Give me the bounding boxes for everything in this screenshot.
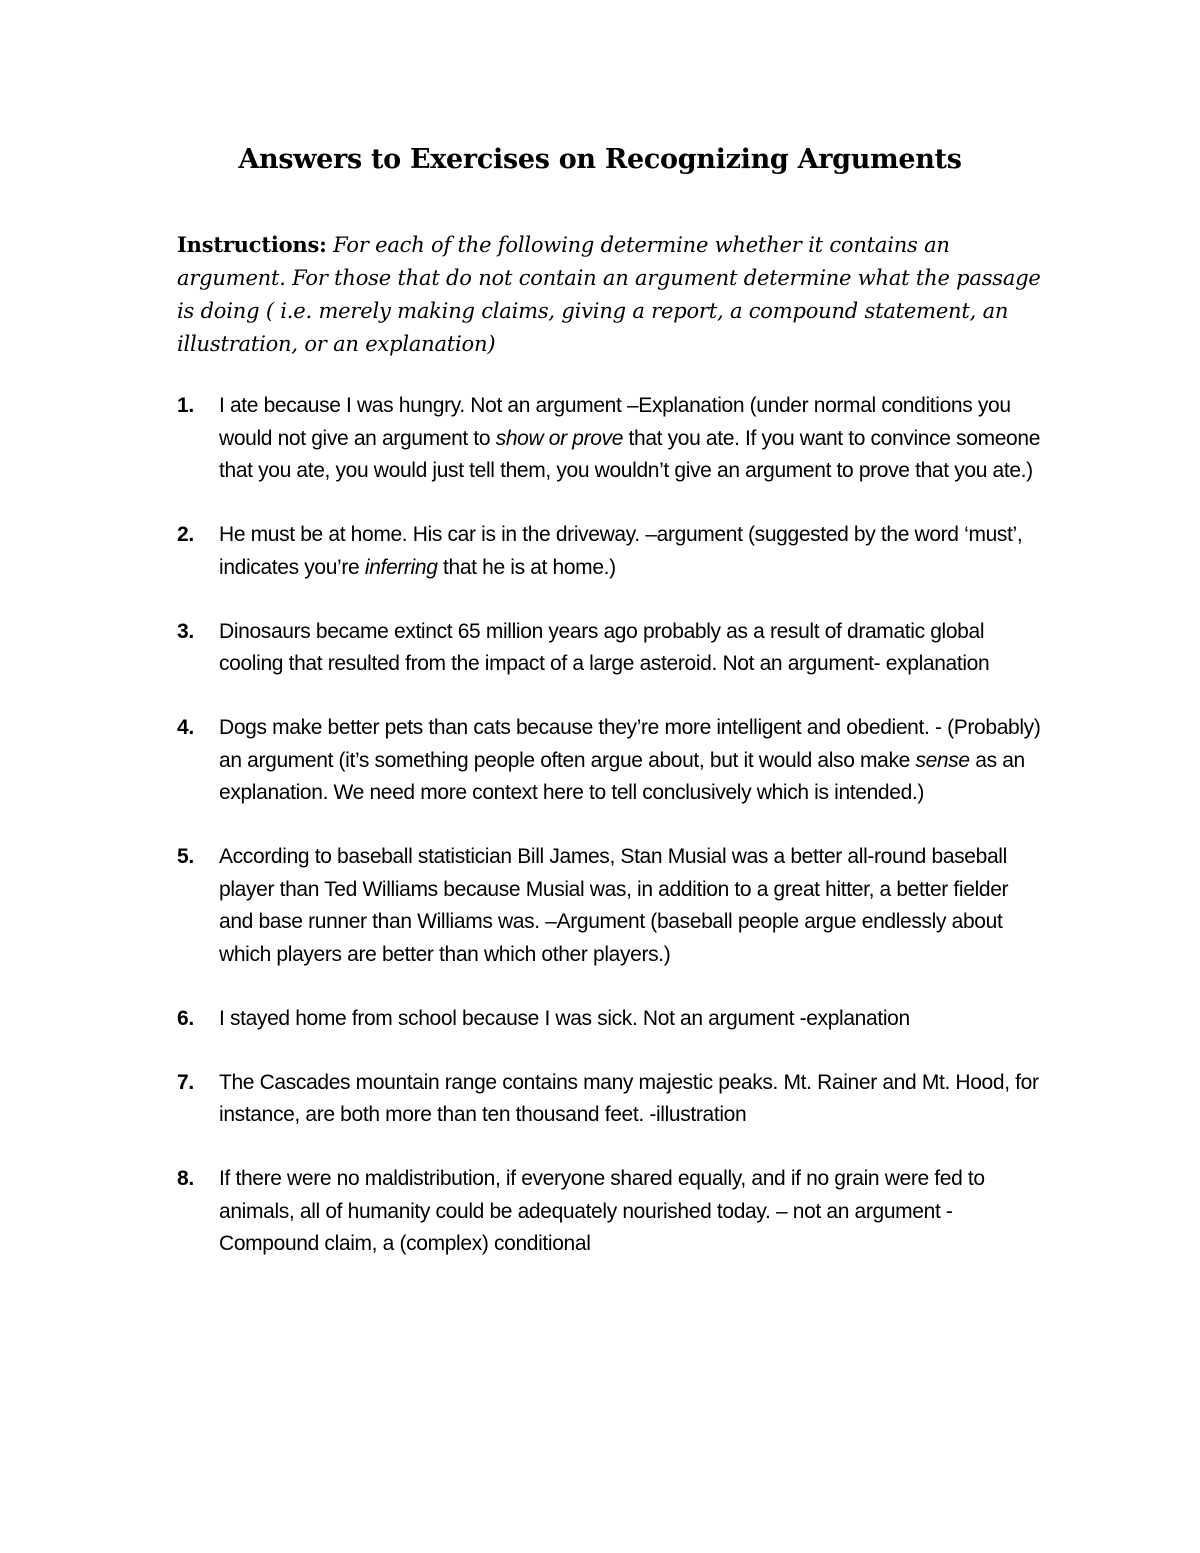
answer-number: 2.: [177, 523, 194, 547]
answer-item-3: [177, 616, 1047, 681]
answer-number: 4.: [177, 715, 194, 739]
answer-emphasis: sense: [915, 748, 970, 772]
answer-item-6: [177, 1003, 1047, 1036]
answer-text: [219, 523, 1022, 579]
answers-list: [177, 390, 1047, 1292]
instructions-paragraph: [177, 228, 1047, 361]
answer-segment: The Cascades mountain range contains many majestic peaks. Mt. Rainer and Mt. Hood, for instance, are both more than ten thousand feet. -illustration: [219, 1070, 1039, 1127]
answer-item-4: [177, 712, 1047, 810]
instructions-text: For each of the following determine whether it contains an argument. For those that do not contain an argument determine what the passage is doing ( i.e. merely making claims, giving a report, a compound statement, an illustration, or an explanation): [177, 233, 1041, 356]
answer-text: [219, 394, 1040, 482]
instructions-label: Instructions:: [177, 232, 327, 257]
answer-text: [219, 1071, 1039, 1127]
answer-item-7: [177, 1067, 1047, 1132]
answer-segment: that he is at home.): [437, 555, 616, 579]
answer-segment: According to baseball statistician Bill James, Stan Musial was a better all-round baseball player than Ted Williams because Musial was, in addition to a great hitter, a better fielder and base runner than Williams was. –Argument (baseball people argue endlessly about which players are better than which other players.): [219, 845, 1009, 967]
answer-segment: I stayed home from school because I was sick. Not an argument -explanation: [219, 1006, 910, 1030]
answer-text: [219, 1167, 985, 1255]
answer-emphasis: inferring: [364, 555, 438, 579]
answer-number: 1.: [177, 394, 194, 417]
answer-number: 6.: [177, 1006, 194, 1030]
answer-number: 8.: [177, 1166, 194, 1190]
answer-text: [219, 716, 1040, 804]
answer-segment: Dinosaurs became extinct 65 million years ago probably as a result of dramatic global cooling that resulted from the impact of a large asteroid. Not an argument- explanation: [219, 619, 990, 676]
answer-emphasis: show or prove: [495, 426, 624, 450]
answer-segment: He must be at home. His car is in the driveway. –argument (suggested by the word ‘must’, indicates you’re: [219, 523, 1023, 579]
answer-number: 5.: [177, 845, 194, 869]
answer-item-2: [177, 519, 1047, 584]
answer-text: [219, 1007, 910, 1030]
answer-segment: that you ate. If you want to convince someone that you ate, you would just tell them, you wouldn’t give an argument to prove that you ate.): [219, 426, 1041, 483]
answer-text: [219, 845, 1008, 966]
answer-segment: as an explanation. We need more context here to tell conclusively which is intended.): [219, 748, 1025, 805]
answer-segment: I ate because I was hungry. Not an argument –Explanation (under normal conditions you would not give an argument to: [219, 394, 1011, 450]
document-title: Answers to Exercises on Recognizing Arguments: [238, 144, 962, 175]
answer-item-1: [177, 390, 1047, 488]
answer-number: 3.: [177, 619, 194, 643]
answer-number: 7.: [177, 1070, 194, 1094]
answer-segment: If there were no maldistribution, if everyone shared equally, and if no grain were fed to animals, all of humanity could be adequately nourished today. – not an argument - Compound claim, a (complex) conditional: [219, 1166, 985, 1256]
answer-item-5: [177, 841, 1047, 972]
answer-text: [219, 620, 989, 676]
answer-item-8: [177, 1163, 1047, 1261]
answer-segment: Dogs make better pets than cats because they’re more intelligent and obedient. - (Probably) an argument (it’s something people often argue about, but it would also make: [219, 715, 1041, 772]
